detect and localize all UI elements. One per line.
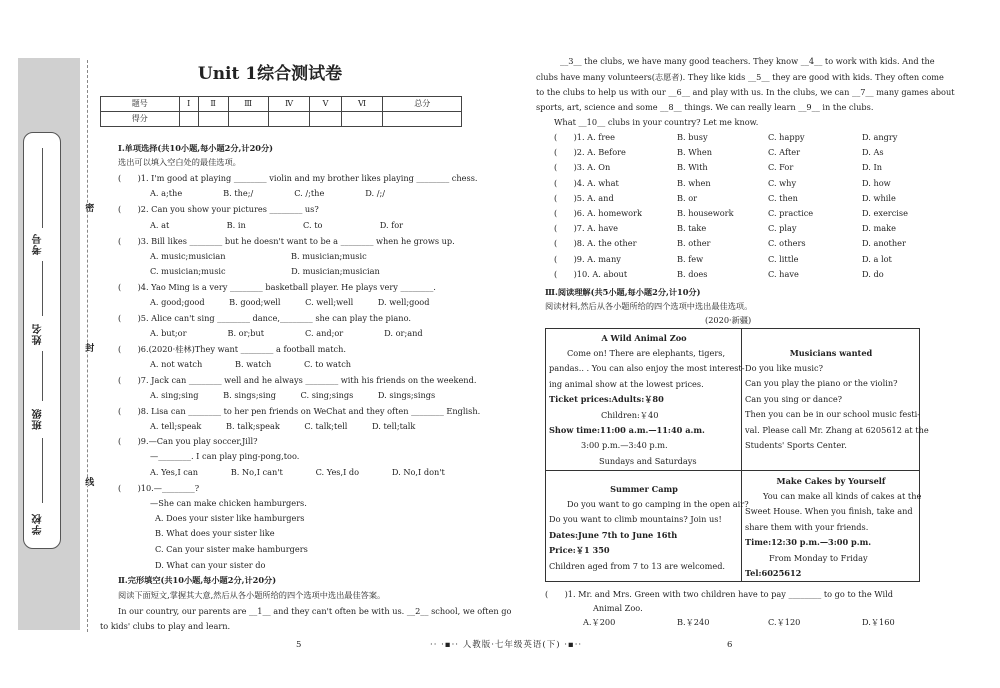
exam-number-line [42, 148, 43, 228]
cloze-option-a[interactable]: ( )4. A. what [554, 177, 619, 188]
cloze-option[interactable]: D. angry [862, 132, 898, 142]
zoo-line: Show time:11:00 a.m.—11:40 a.m. [549, 425, 705, 435]
question-line: 阅读下面短文,掌握其大意,然后从各小题所给的四个选项中选出最佳答案。 [118, 590, 386, 600]
question-line: ( )4. Yao Ming is a very ________ basketball player. He plays very ________. [118, 282, 436, 292]
section-heading: Ⅰ.单项选择(共10小题,每小题2分,计20分) [118, 143, 274, 153]
score-head: Ⅲ [228, 97, 268, 112]
zoo-title: A Wild Animal Zoo [601, 333, 687, 343]
cloze-option[interactable]: D. make [862, 223, 896, 234]
question-line: A. Yes,I can B. No,I can't C. Yes,I do D. No,I don't [150, 467, 445, 477]
cloze-option[interactable]: B. few [677, 253, 704, 264]
camp-line: Price:￥1 350 [549, 545, 610, 556]
cloze-option-a[interactable]: ( )7. A. have [554, 223, 618, 234]
question-line: to kids' clubs to play and learn. [100, 621, 231, 631]
question-line: A. at B. in C. to D. for [150, 220, 404, 230]
score-cell[interactable] [179, 112, 198, 127]
reading-q1-option-a[interactable]: A.￥200 [583, 617, 616, 627]
musicians-line: val. Please call Mr. Zhang at 6205612 at the [745, 424, 929, 435]
reading-section-title: Ⅲ.阅读理解(共5小题,每小题2分,计10分) [545, 287, 701, 297]
cloze-option[interactable]: C. happy [768, 132, 805, 142]
cloze-passage-line: to the clubs to help us with our __6__ and play with us. In the clubs, we can __7__ many games about [536, 87, 955, 97]
camp-title: Summer Camp [610, 484, 678, 494]
page-title: Unit 1综合测试卷 [197, 64, 343, 84]
camp-line: Dates:June 7th to June 16th [549, 529, 678, 540]
score-cell[interactable] [198, 112, 228, 127]
score-head: Ⅰ [179, 97, 198, 112]
musicians-line: Students' Sports Center. [745, 440, 847, 450]
page-number-right: 6 [727, 640, 733, 650]
cloze-option[interactable]: C. After [768, 147, 801, 158]
zoo-line: Children:￥40 [601, 409, 659, 420]
cloze-passage-line: sports, art, science and some __8__ things. We can really learn __9__ in the clubs. [536, 102, 874, 112]
reading-q1-stem: ( )1. Mr. and Mrs. Green with two children have to pay ________ to go to the Wild [545, 589, 894, 599]
score-head: Ⅴ [310, 97, 341, 112]
box-divider-h-left [545, 470, 741, 471]
reading-q1-stem2: Animal Zoo. [593, 603, 643, 613]
score-head: 总分 [383, 97, 462, 112]
question-line: ( )3. Bill likes ________ but he doesn't want to be a ________ when he grows up. [118, 236, 455, 246]
question-line: C. musician;music D. musician;musician [150, 266, 380, 276]
question-line: A. music;musician B. musician;music [150, 251, 367, 261]
cakes-line: Time:12:30 p.m.—3:00 p.m. [745, 537, 872, 548]
zoo-line: 3:00 p.m.—3:40 p.m. [581, 440, 668, 451]
question-line: ( )8. Lisa can ________ to her pen friends on WeChat and they often ________ English. [118, 406, 481, 416]
musicians-title: Musicians wanted [789, 348, 873, 358]
score-cell[interactable] [383, 112, 462, 127]
student-info-box [23, 132, 61, 549]
question-line: ( )9.—Can you play soccer,Jill? [118, 436, 258, 446]
cakes-title: Make Cakes by Yourself [776, 476, 886, 486]
question-line: A. but;or B. or;but C. and;or D. or;and [150, 328, 423, 338]
cakes-line: Sweet House. When you finish, take and [745, 506, 913, 517]
footer-center: ·· ·▪·· 人教版·七年级英语(下) ·▪·· [430, 640, 583, 650]
musicians-line: Can you play the piano or the violin? [745, 378, 898, 389]
cloze-option[interactable]: B. when [677, 177, 711, 188]
school-label: 学校 [33, 513, 44, 535]
cloze-option[interactable]: B. or [677, 192, 698, 203]
class-label: 班级 [33, 408, 44, 430]
cut-mark-line: 线 [83, 477, 94, 486]
zoo-line: ing animal show at the lowest prices. [549, 378, 704, 389]
cakes-line: share them with your friends. [745, 521, 869, 532]
cloze-option[interactable]: C. little [768, 253, 799, 264]
question-line: B. What does your sister like [155, 528, 275, 538]
cloze-option[interactable]: B. take [677, 223, 707, 234]
cloze-option-a[interactable]: ( )1. A. free [554, 132, 615, 142]
cloze-option-a[interactable]: ( )10. A. about [554, 268, 628, 279]
cloze-option-a[interactable]: ( )5. A. and [554, 192, 614, 203]
reading-q1-option-c[interactable]: C.￥120 [768, 617, 801, 627]
question-line: ( )7. Jack can ________ well and he always ________ with his friends on the weekend. [118, 375, 477, 385]
reading-q1-option-d[interactable]: D.￥160 [862, 617, 895, 627]
question-line: ( )6.(2020·桂林)They want ________ a football match. [118, 344, 347, 354]
question-line: D. What can your sister do [155, 560, 266, 570]
score-cell[interactable] [341, 112, 383, 127]
zoo-line: Come on! There are elephants, tigers, [567, 348, 726, 358]
question-line: A. tell;speak B. talk;speak C. talk;tell D. tell;talk [150, 421, 416, 431]
question-line: ( )5. Alice can't sing ________ dance,________ she can play the piano. [118, 313, 411, 323]
cut-mark-seal2: 封 [83, 343, 94, 352]
question-line: A. sing;sing B. sings;sing C. sing;sings D. sings;sings [150, 390, 436, 400]
cloze-option[interactable]: D. while [862, 192, 896, 203]
cloze-option[interactable]: C. practice [768, 208, 814, 218]
cloze-option[interactable]: C. then [768, 192, 798, 203]
cloze-option-a[interactable]: ( )3. A. On [554, 162, 611, 173]
musicians-line: Can you sing or dance? [745, 393, 843, 404]
cloze-option[interactable]: D. In [862, 162, 882, 173]
cloze-option[interactable]: D. another [862, 238, 906, 249]
score-head: Ⅱ [198, 97, 228, 112]
camp-line: Children aged from 7 to 13 are welcomed. [549, 560, 726, 571]
reading-source: (2020·新疆) [705, 315, 752, 325]
cloze-option[interactable]: B. housework [677, 208, 734, 218]
cloze-option[interactable]: D. a lot [862, 253, 892, 264]
cloze-passage-line: clubs have many volunteers(志愿者). They like kids __5__ they are good with kids. They often come [536, 72, 944, 82]
cut-mark-seal: 密 [83, 203, 94, 212]
score-head: Ⅳ [268, 97, 310, 112]
cakes-line: You can make all kinds of cakes at the [763, 491, 922, 501]
score-head: 题号 [101, 97, 180, 112]
zoo-line: Sundays and Saturdays [599, 455, 697, 466]
cloze-option[interactable]: C. For [768, 162, 794, 173]
cloze-option[interactable]: B. With [677, 162, 708, 173]
cloze-passage-line: What __10__ clubs in your country? Let me know. [554, 117, 759, 127]
cloze-option[interactable]: D. do [862, 268, 884, 279]
reading-q1-option-b[interactable]: B.￥240 [677, 617, 710, 627]
cakes-line: From Monday to Friday [769, 552, 868, 563]
camp-line: Do you want to climb mountains? Join us! [549, 514, 722, 525]
name-label: 姓名 [33, 323, 44, 345]
cloze-passage-line: __3__ the clubs, we have many good teachers. They know __4__ to work with kids. And the [560, 56, 935, 66]
question-line: A. a;the B. the;/ C. /;the D. /;/ [150, 188, 385, 198]
class-line [42, 351, 43, 401]
cloze-option[interactable]: B. does [677, 268, 708, 279]
question-line: —She can make chicken hamburgers. [150, 498, 307, 508]
zoo-line: pandas.. . You can also enjoy the most interest- [549, 363, 745, 374]
zoo-line: Ticket prices:Adults:￥80 [549, 394, 664, 405]
cloze-option[interactable]: B. When [677, 147, 713, 158]
cloze-option[interactable]: D. As [862, 147, 884, 158]
question-line: A. good;good B. good;well C. well;well D. well;good [150, 297, 430, 307]
reading-instruction: 阅读材料,然后从各小题所给的四个选项中选出最佳选项。 [545, 301, 753, 311]
cloze-option-a[interactable]: ( )9. A. many [554, 253, 621, 264]
cloze-option-a[interactable]: ( )8. A. the other [554, 238, 637, 249]
section-heading: Ⅱ.完形填空(共10小题,每小题2分,计20分) [118, 575, 277, 585]
score-cell[interactable] [310, 112, 341, 127]
cloze-option[interactable]: C. play [768, 223, 797, 234]
name-line [42, 261, 43, 316]
question-line: In our country, our parents are __1__ and they can't often be with us. __2__ school, we often go [118, 606, 512, 616]
question-line: ( )10.—________? [118, 483, 200, 493]
score-cell[interactable] [268, 112, 310, 127]
cloze-option[interactable]: C. have [768, 268, 799, 279]
score-cell[interactable] [228, 112, 268, 127]
cloze-option-a[interactable]: ( )6. A. homework [554, 208, 642, 218]
question-line: ( )2. Can you show your pictures ________ us? [118, 204, 319, 214]
question-line: A. Does your sister like hamburgers [155, 513, 305, 523]
page-number-left: 5 [296, 640, 302, 650]
cakes-line: Tel:6025612 [745, 568, 802, 578]
question-line: ( )1. I'm good at playing ________ violin and my brother likes playing ________ chess. [118, 173, 478, 183]
question-line: C. Can your sister make hamburgers [155, 544, 308, 554]
question-line: 选出可以填入空白处的最佳选项。 [118, 157, 241, 167]
cloze-option[interactable]: C. others [768, 238, 806, 249]
musicians-line: Do you like music? [745, 363, 824, 373]
score-table [100, 96, 462, 127]
question-line: A. not watch B. watch C. to watch [150, 359, 352, 369]
score-head: Ⅵ [341, 97, 383, 112]
school-line [42, 438, 43, 503]
cloze-option[interactable]: B. busy [677, 132, 708, 142]
box-divider-h-right [741, 470, 920, 471]
cloze-option[interactable]: B. other [677, 238, 711, 249]
cloze-option[interactable]: D. exercise [862, 208, 908, 218]
camp-line: Do you want to go camping in the open air? [567, 499, 749, 509]
cloze-option[interactable]: D. how [862, 177, 891, 188]
cloze-option-a[interactable]: ( )2. A. Before [554, 147, 626, 158]
musicians-line: Then you can be in our school music festi- [745, 409, 921, 420]
exam-number-label: 考号 [33, 233, 44, 255]
question-line: —________. I can play ping-pong,too. [150, 451, 300, 461]
footer-book-title: 人教版·七年级英语(下) [462, 640, 561, 650]
score-label: 得分 [101, 112, 180, 127]
cloze-option[interactable]: C. why [768, 177, 797, 188]
